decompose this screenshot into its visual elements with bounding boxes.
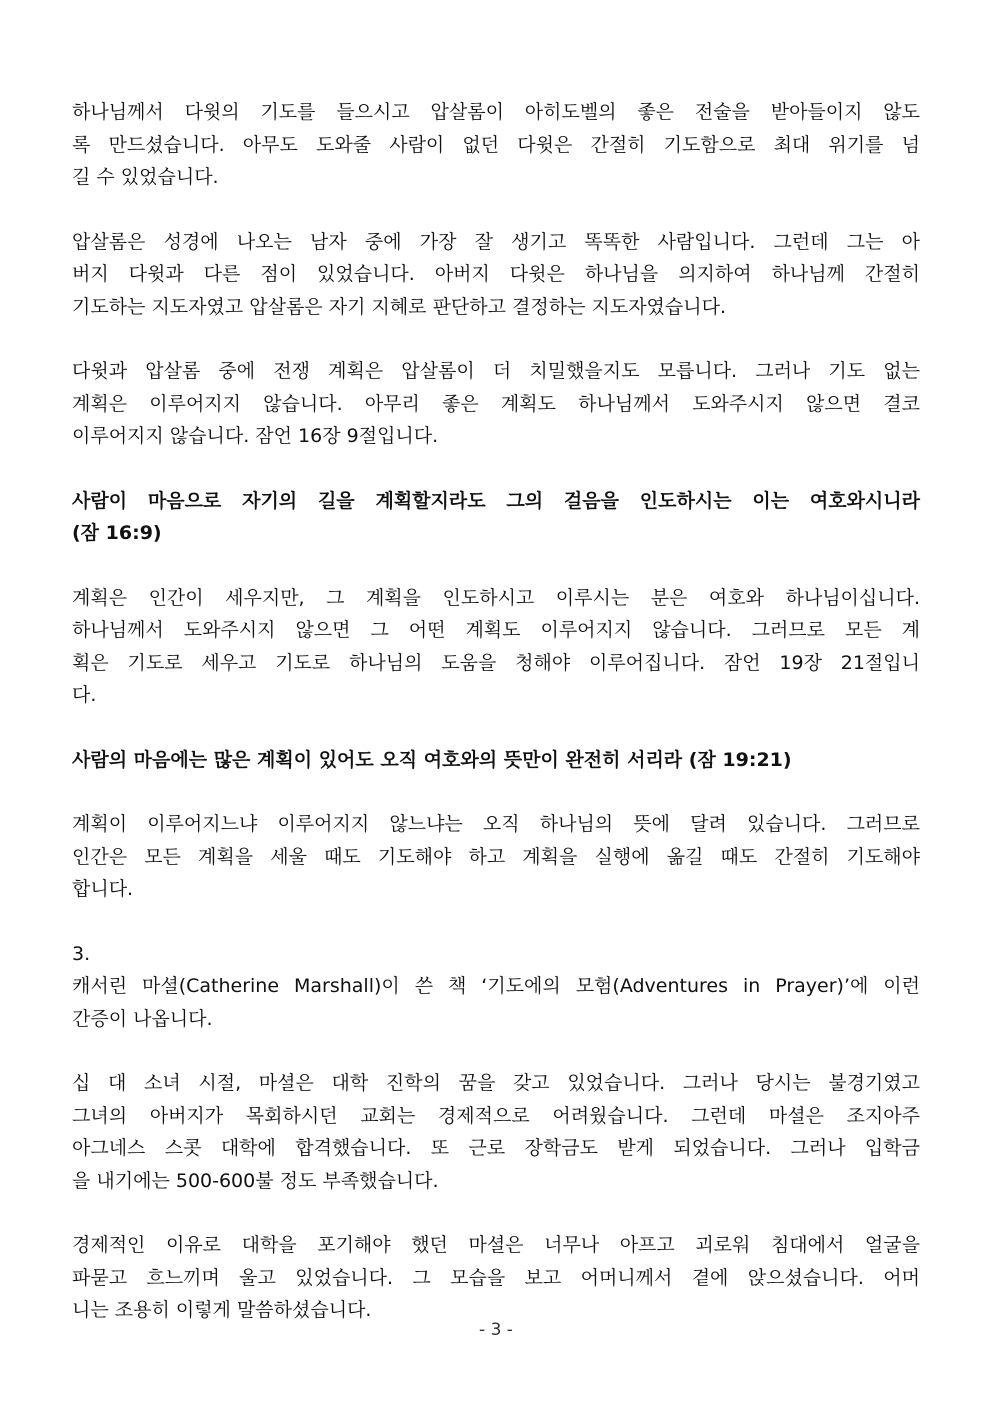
text-line: 경제적인 이유로 대학을 포기해야 했던 마셜은 너무나 아프고 괴로워 침대에서 얼굴을 <box>72 1234 920 1256</box>
text-line: 니는 조용히 이렇게 말씀하셨습니다. <box>72 1299 372 1321</box>
paragraph-gap <box>72 712 920 744</box>
text-line: 록 만드셨습니다. 아무도 도와줄 사람이 없던 다윗은 간절히 기도함으로 최대 위기를 넘 <box>72 133 920 156</box>
text-line: 사람이 마음으로 자기의 길을 계획할지라도 그의 걸음을 인도하시는 이는 여호와시니라 <box>72 489 920 512</box>
text-line: 기도하는 지도자였고 압살롬은 자기 지혜로 판단하고 결정하는 지도자였습니다. <box>72 295 727 318</box>
text-line: 하나님께서 다윗의 기도를 들으시고 압살롬이 아히도벨의 좋은 전술을 받아들이지 않도 <box>72 101 920 123</box>
text-line: 캐서린 마셜(Catherine Marshall)이 쓴 책 ‘기도에의 모험(Adventures in Prayer)’에 이런 <box>72 975 920 997</box>
text-line: 계획이 이루어지느냐 이루어지지 않느냐는 오직 하나님의 뜻에 달려 있습니다. 그러므로 <box>72 813 920 835</box>
text-line: 그녀의 아버지가 목회하시던 교회는 경제적으로 어려웠습니다. 그런데 마셜은 조지아주 <box>72 1104 920 1127</box>
body-paragraph <box>72 1067 920 1197</box>
text-line: 아그네스 스콧 대학에 합격했습니다. 또 근로 장학금도 받게 되었습니다. 그러나 입학금 <box>72 1137 920 1159</box>
paragraph-gap <box>72 1197 920 1229</box>
text-line: (잠 16:9) <box>72 522 162 544</box>
text-line: 버지 다윗과 다른 점이 있었습니다. 아버지 다윗은 하나님을 의지하여 하나님께 간절히 <box>72 263 920 285</box>
text-line: 길 수 있었습니다. <box>72 166 219 188</box>
scripture-quote <box>72 744 920 777</box>
text-line: 압살롬은 성경에 나오는 남자 중에 가장 잘 생기고 똑똑한 사람입니다. 그런데 그는 아 <box>72 230 920 253</box>
body-paragraph <box>72 96 920 194</box>
text-line: 다윗과 압살롬 중에 전쟁 계획은 압살롬이 더 치밀했을지도 모릅니다. 그러나 기도 없는 <box>72 360 920 382</box>
body-paragraph <box>72 226 920 324</box>
text-line: 계획은 인간이 세우지만, 그 계획을 인도하시고 이루시는 분은 여호와 하나님이십니다. <box>72 586 920 609</box>
text-line: 파묻고 흐느끼며 울고 있었습니다. 그 모습을 보고 어머니께서 곁에 앉으셨습니다. 어머 <box>72 1266 920 1289</box>
text-line: 이루어지지 않습니다. 잠언 16장 9절입니다. <box>72 425 439 447</box>
text-line: 을 내기에는 500-600불 정도 부족했습니다. <box>72 1169 439 1192</box>
body-paragraph <box>72 808 920 906</box>
body-paragraph <box>72 355 920 453</box>
text-line: 인간은 모든 계획을 세울 때도 기도해야 하고 계획을 실행에 옮길 때도 간절히 기도해야 <box>72 845 920 868</box>
paragraph-gap <box>72 194 920 226</box>
scripture-quote <box>72 485 920 550</box>
paragraph-gap <box>72 906 920 938</box>
text-line: 획은 기도로 세우고 기도로 하나님의 도움을 청해야 이루어집니다. 잠언 19장 21절입니 <box>72 651 920 674</box>
document-body <box>72 96 920 1327</box>
paragraph-gap <box>72 1035 920 1067</box>
text-line: 계획은 이루어지지 않습니다. 아무리 좋은 계획도 하나님께서 도와주시지 않으면 결코 <box>72 392 920 415</box>
page-number: - 3 - <box>479 1320 513 1340</box>
text-line: 사람의 마음에는 많은 계획이 있어도 오직 여호와의 뜻만이 완전히 서리라 (잠 19:21) <box>72 748 792 771</box>
paragraph-gap <box>72 323 920 355</box>
text-line: 십 대 소녀 시절, 마셜은 대학 진학의 꿈을 갖고 있었습니다. 그러나 당시는 불경기였고 <box>72 1072 920 1094</box>
body-paragraph <box>72 1229 920 1327</box>
text-line: 합니다. <box>72 878 134 900</box>
paragraph-gap <box>72 453 920 485</box>
text-line: 3. <box>72 942 91 965</box>
paragraph-gap <box>72 776 920 808</box>
text-line: 간증이 나옵니다. <box>72 1007 213 1030</box>
body-paragraph <box>72 582 920 712</box>
text-line: 하나님께서 도와주시지 않으면 그 어떤 계획도 이루어지지 않습니다. 그러므로 모든 계 <box>72 619 920 641</box>
text-line: 다. <box>72 684 97 706</box>
paragraph-gap <box>72 550 920 582</box>
body-paragraph <box>72 938 920 1036</box>
